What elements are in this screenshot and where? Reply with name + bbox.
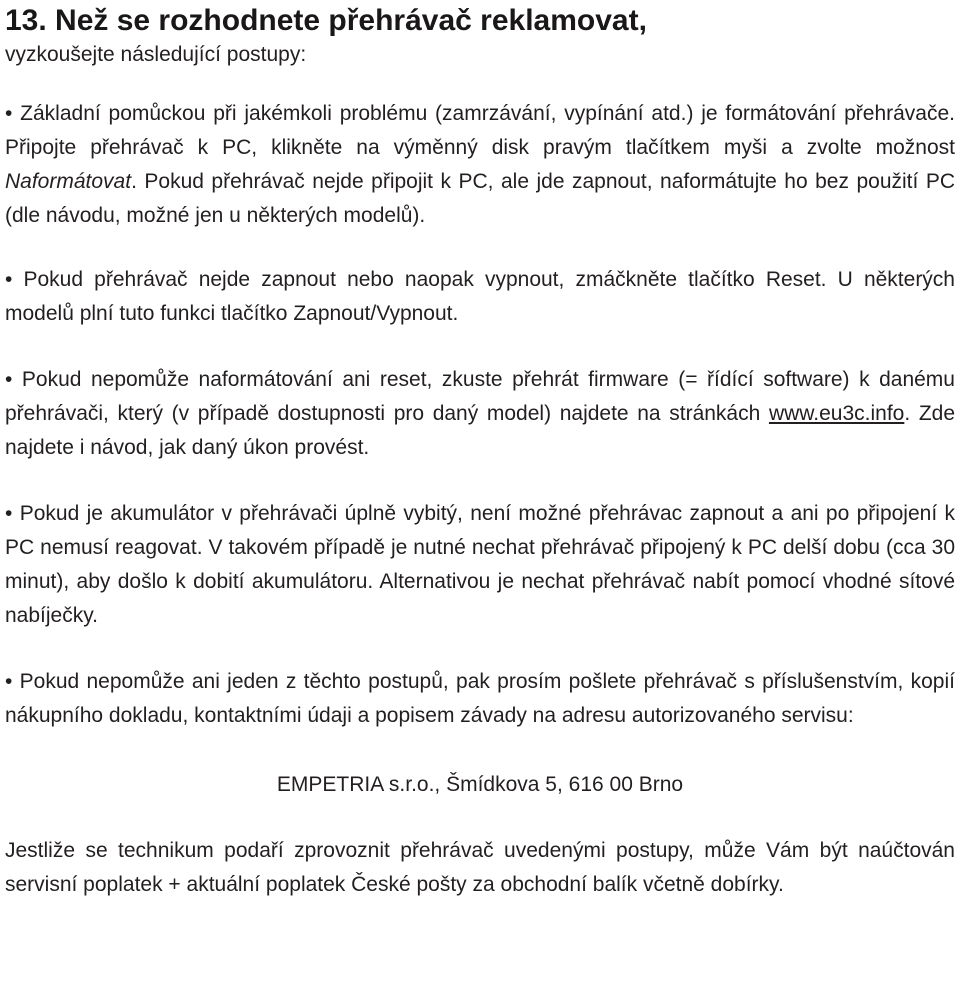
tip-firmware-text-before: Pokud nepomůže naformátování ani reset, zkuste přehrát firmware (= řídící software) k danému přehrávači, který (v případě dostupnosti pro daný model) najdete na stránkách: [5, 368, 955, 425]
bullet: •: [5, 502, 13, 525]
tip-formatting-text-before: Základní pomůckou při jakémkoli problému (zamrzávání, vypínání atd.) je formátování přehrávače. Připojte přehrávač k PC, klikněte na výměnný disk pravým tlačítkem myši a zvolte možnost: [5, 102, 955, 159]
tip-firmware: [5, 363, 955, 465]
tip-service: [5, 665, 955, 733]
tip-battery: [5, 497, 955, 633]
bullet: •: [5, 102, 13, 125]
tip-formatting: [5, 97, 955, 233]
document-page: [5, 0, 955, 902]
tip-battery-text: Pokud je akumulátor v přehrávači úplně vybitý, není možné přehrávac zapnout a ani po připojení k PC nemusí reagovat. V takovém případě je nutné nechat přehrávač připojený k PC delší dobu (cca 30 minut), aby došlo k dobití akumulátoru. Alternativou je nechat přehrávač nabít pomocí vhodné sítové nabíječky.: [5, 502, 955, 627]
fee-notice: Jestliže se technikum podaří zprovoznit přehrávač uvedenými postupy, může Vám být naúčtován servisní poplatek + aktuální poplatek České pošty za obchodní balík včetně dobírky.: [5, 839, 955, 896]
website-link[interactable]: www.eu3c.info: [768, 402, 905, 425]
section-subheading: vyzkoušejte následující postupy:: [5, 43, 307, 66]
section-heading: 13. Než se rozhodnete přehrávač reklamovat,: [5, 4, 647, 37]
bullet: •: [5, 670, 13, 693]
bullet: •: [5, 368, 13, 391]
tip-reset: [5, 263, 955, 331]
tip-reset-text: Pokud přehrávač nejde zapnout nebo naopak vypnout, zmáčkněte tlačítko Reset. U některých modelů plní tuto funkci tlačítko Zapnout/Vypnout.: [5, 268, 955, 325]
bullet: •: [5, 268, 13, 291]
tip-formatting-italic-option: Naformátovat: [5, 170, 132, 193]
service-address: EMPETRIA s.r.o., Šmídkova 5, 616 00 Brno: [276, 773, 684, 796]
tip-firmware-text-after: . Zde najdete i návod, jak daný úkon provést.: [5, 402, 956, 459]
tip-formatting-text-after: . Pokud přehrávač nejde připojit k PC, ale jde zapnout, naformátujte ho bez použití PC (dle návodu, možné jen u některých modelů).: [5, 170, 955, 227]
tip-service-text: Pokud nepomůže ani jeden z těchto postupů, pak prosím pošlete přehrávač s příslušenstvím, kopií nákupního dokladu, kontaktními údaji a popisem závady na adresu autorizovaného servisu:: [5, 670, 955, 727]
